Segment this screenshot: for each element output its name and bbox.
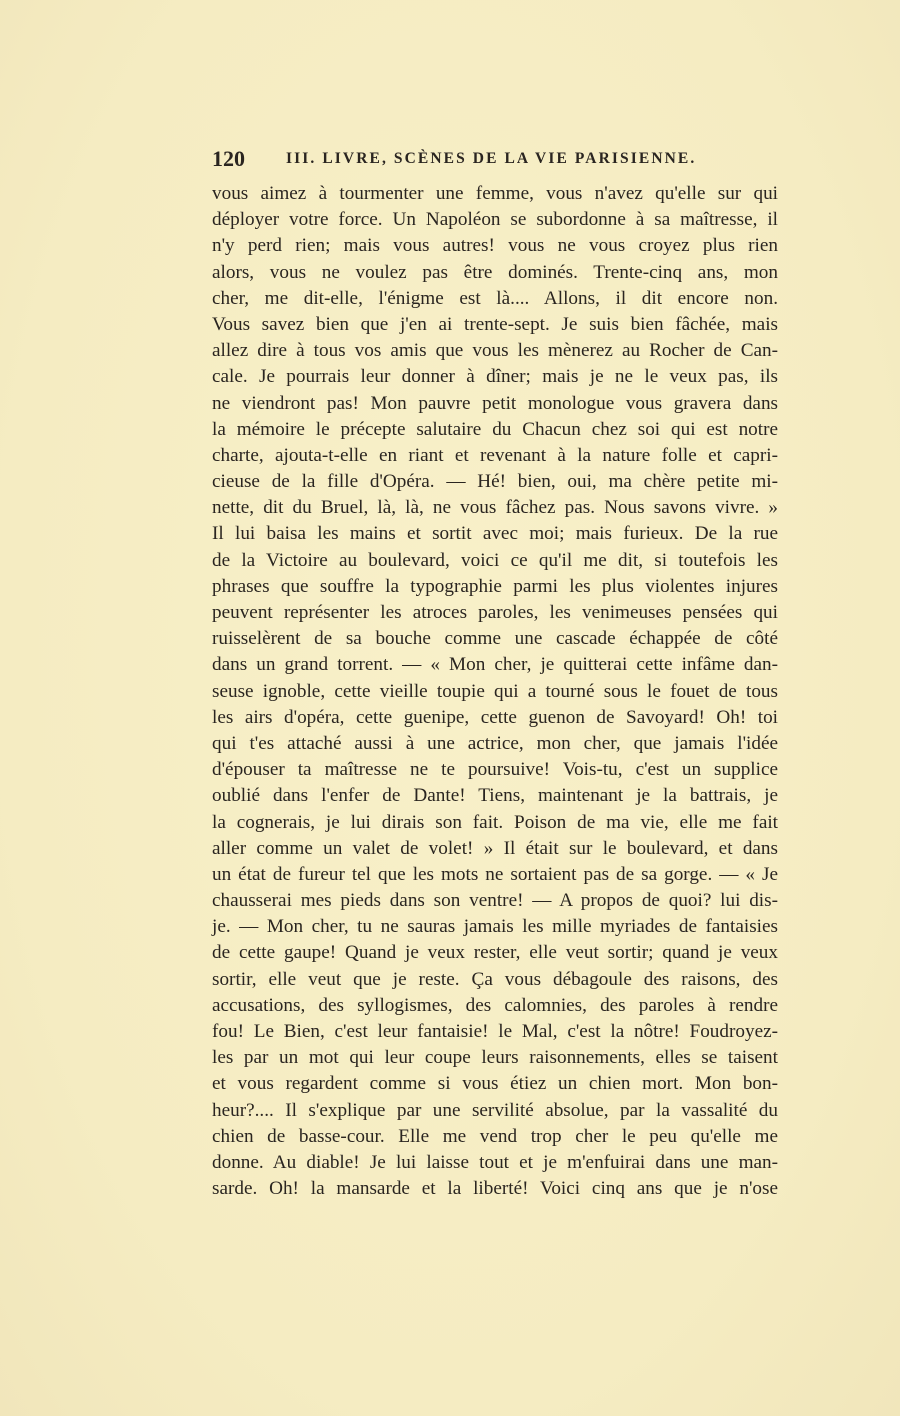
text-line: oublié dans l'enfer de Dante! Tiens, maintenant je la battrais, je [212,785,778,807]
text-line: les airs d'opéra, cette guenipe, cette guenon de Savoyard! Oh! toi [212,706,778,728]
text-line: allez dire à tous vos amis que vous les mènerez au Rocher de Can- [212,340,778,362]
text-line: nette, dit du Bruel, là, là, ne vous fâchez pas. Nous savons vivre. » [212,497,778,519]
text-line: seuse ignoble, cette vieille toupie qui a tourné sous le fouet de tous [212,680,778,702]
text-line: et vous regardent comme si vous étiez un chien mort. Mon bon- [212,1073,778,1095]
text-line: dans un grand torrent. — « Mon cher, je quitterai cette infâme dan- [212,654,778,676]
text-line: chausserai mes pieds dans son ventre! — A propos de quoi? lui dis- [212,890,778,912]
text-line: ne viendront pas! Mon pauvre petit monologue vous gravera dans [212,392,778,414]
text-line: accusations, des syllogismes, des calomnies, des paroles à rendre [212,994,778,1016]
text-line: chien de basse-cour. Elle me vend trop cher le peu qu'elle me [212,1125,778,1147]
text-line: un état de fureur tel que les mots ne sortaient pas de sa gorge. — « Je [212,863,778,885]
text-line: je. — Mon cher, tu ne sauras jamais les mille myriades de fantaisies [212,916,778,938]
text-line: Il lui baisa les mains et sortit avec moi; mais furieux. De la rue [212,523,778,545]
running-title: III. LIVRE, SCÈNES DE LA VIE PARISIENNE. [286,150,697,167]
text-line: vous aimez à tourmenter une femme, vous n'avez qu'elle sur qui [212,183,778,204]
text-line: sarde. Oh! la mansarde et la liberté! Voici cinq ans que je n'ose [212,1178,778,1200]
text-line: cale. Je pourrais leur donner à dîner; mais je ne le veux pas, ils [212,366,778,388]
text-line: de la Victoire au boulevard, voici ce qu'il me dit, si toutefois les [212,549,778,571]
text-line: peuvent représenter les atroces paroles, les venimeuses pensées qui [212,602,778,623]
page-header [212,146,778,174]
text-line: charte, ajouta-t-elle en riant et revenant à la nature folle et capri- [212,444,778,466]
text-line: Vous savez bien que j'en ai trente-sept. Je suis bien fâchée, mais [212,313,778,335]
text-line: déployer votre force. Un Napoléon se subordonne à sa maîtresse, il [212,209,778,231]
text-line: donne. Au diable! Je lui laisse tout et je m'enfuirai dans une man- [212,1151,778,1173]
text-line: de cette gaupe! Quand je veux rester, elle veut sortir; quand je veux [212,942,778,964]
text-line: qui t'es attaché aussi à une actrice, mon cher, que jamais l'idée [212,732,778,754]
text-line: ruisselèrent de sa bouche comme une cascade échappée de côté [212,628,778,650]
text-line: cher, me dit-elle, l'énigme est là.... Allons, il dit encore non. [212,287,778,309]
text-line: n'y perd rien; mais vous autres! vous ne vous croyez plus rien [212,235,778,257]
text-line: la mémoire le précepte salutaire du Chacun chez soi qui est notre [212,418,778,440]
text-line: alors, vous ne voulez pas être dominés. Trente-cinq ans, mon [212,261,778,283]
text-line: d'épouser ta maîtresse ne te poursuive! Vois-tu, c'est un supplice [212,759,778,781]
text-line: aller comme un valet de volet! » Il était sur le boulevard, et dans [212,837,778,859]
text-line: les par un mot qui leur coupe leurs raisonnements, elles se taisent [212,1047,778,1069]
text-line: phrases que souffre la typographie parmi les plus violentes injures [212,575,778,597]
text-line: heur?.... Il s'explique par une servilité absolue, par la vassalité du [212,1099,778,1121]
body-text [212,181,778,1202]
text-line: sortir, elle veut que je reste. Ça vous débagoule des raisons, des [212,968,778,990]
text-line: fou! Le Bien, c'est leur fantaisie! le Mal, c'est la nôtre! Foudroyez- [212,1021,778,1042]
text-line: cieuse de la fille d'Opéra. — Hé! bien, oui, ma chère petite mi- [212,471,778,493]
page-number: 120 [212,146,245,171]
text-line: la cognerais, je lui dirais son fait. Poison de ma vie, elle me fait [212,811,778,833]
